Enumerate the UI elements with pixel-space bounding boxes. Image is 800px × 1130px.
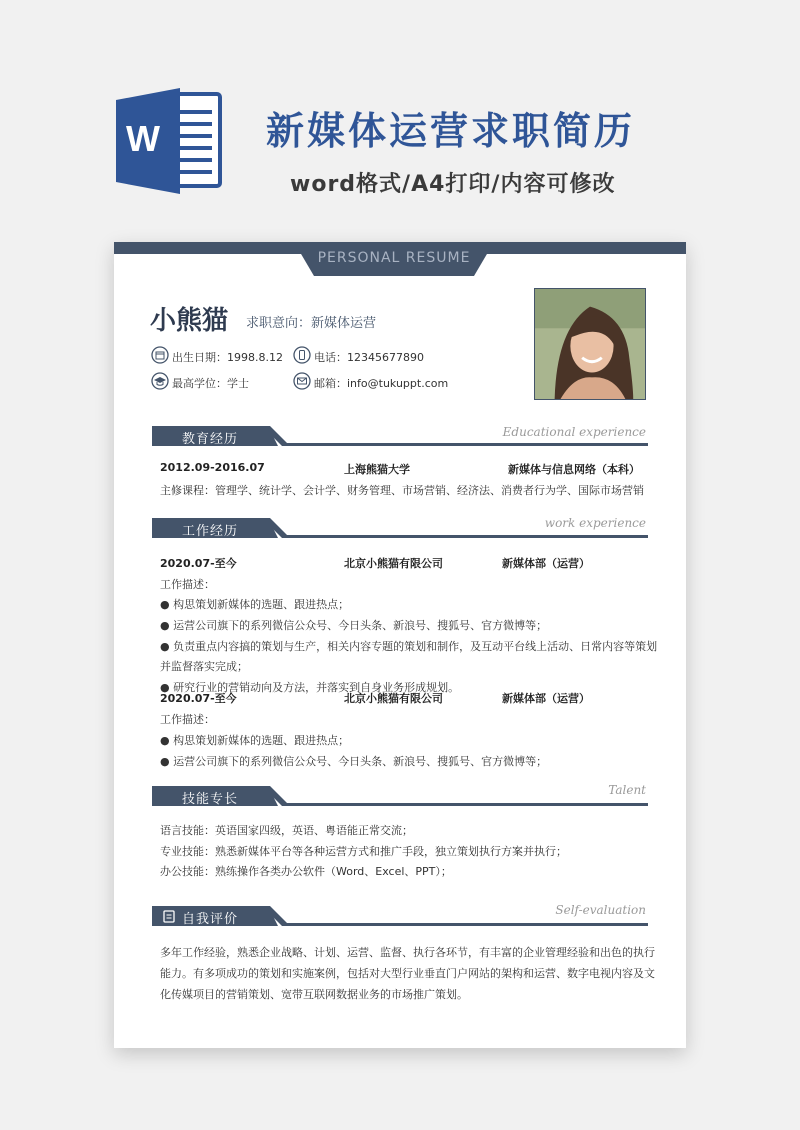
job1-bullet: ● 负责重点内容搞的策划与生产，相关内容专题的策划和制作，及互动平台线上活动、日常内容等策划 [160, 640, 658, 653]
skill-line: 语言技能：英语国家四级，英语、粤语能正常交流； [160, 824, 413, 837]
info-degree: 最高学位：学士 [172, 377, 249, 390]
work-title-en: work experience [544, 516, 646, 530]
email-icon [293, 372, 311, 390]
job2-date: 2020.07-至今 [160, 692, 237, 705]
job1-dept: 新媒体部（运营） [502, 557, 590, 570]
edu-major: 新媒体与信息网络（本科） [508, 463, 640, 476]
info-email: 邮箱：info@tukuppt.com [314, 377, 449, 390]
job2-company: 北京小熊猫有限公司 [344, 692, 443, 705]
word-icon-letter: W [126, 118, 160, 159]
calendar-icon [151, 346, 169, 364]
job1-company: 北京小熊猫有限公司 [344, 557, 443, 570]
graduation-cap-icon [151, 372, 169, 390]
education-title: 教育经历 [182, 432, 239, 447]
job2-bullet: ● 运营公司旗下的系列微信公众号、今日头条、新浪号、搜狐号、官方微博等； [160, 755, 548, 768]
self-line: 多年工作经验，熟悉企业战略、计划、运营、监督、执行各环节，有丰富的企业管理经验和出色的执行 [160, 946, 655, 959]
candidate-name: 小熊猫 [150, 306, 229, 336]
page-subtitle: word格式/A4打印/内容可修改 [290, 172, 616, 197]
phone-icon [293, 346, 311, 364]
page-title: 新媒体运营求职简历 [266, 109, 636, 153]
job2-dept: 新媒体部（运营） [502, 692, 590, 705]
skill-line: 专业技能：熟悉新媒体平台等各种运营方式和推广手段，独立策划执行方案并执行； [160, 845, 567, 858]
self-title: 自我评价 [182, 912, 239, 927]
edu-date: 2012.09-2016.07 [160, 461, 265, 474]
job1-bullet: ● 研究行业的营销动向及方法，并落实到自身业务形成规划。 [160, 681, 460, 694]
job1-desc-label: 工作描述： [160, 578, 215, 591]
skills-title-en: Talent [608, 783, 646, 797]
edu-courses: 主修课程：管理学、统计学、会计学、财务管理、市场营销、经济法、消费者行为学、国际市场营销 [160, 484, 644, 497]
self-line: 化传媒项目的营销策划、宽带互联网数据业务的市场推广策划。 [160, 988, 468, 1001]
job1-bullet: 并监督落实完成； [160, 660, 248, 673]
profile-photo [534, 288, 646, 400]
job2-bullet: ● 构思策划新媒体的选题、跟进热点； [160, 734, 350, 747]
info-birth: 出生日期：1998.8.12 [172, 351, 283, 364]
job-intent: 求职意向：新媒体运营 [246, 316, 377, 331]
self-title-en: Self-evaluation [555, 903, 646, 917]
work-title: 工作经历 [182, 524, 239, 539]
job1-bullet: ● 构思策划新媒体的选题、跟进热点； [160, 598, 350, 611]
clipboard-icon [162, 909, 176, 923]
education-title-en: Educational experience [502, 425, 646, 439]
self-line: 能力。有多项成功的策划和实施案例，包括对大型行业垂直门户网站的架构和运营、数字电视内容及文 [160, 967, 655, 980]
resume-paper [114, 242, 686, 1048]
skill-line: 办公技能：熟练操作各类办公软件（Word、Excel、PPT）； [160, 865, 452, 878]
job1-date: 2020.07-至今 [160, 557, 237, 570]
job1-bullet: ● 运营公司旗下的系列微信公众号、今日头条、新浪号、搜狐号、官方微博等； [160, 619, 548, 632]
info-phone: 电话：12345677890 [314, 351, 424, 364]
banner-text: PERSONAL RESUME [317, 250, 471, 266]
edu-school: 上海熊猫大学 [344, 463, 410, 476]
skills-title: 技能专长 [182, 792, 239, 807]
job2-desc-label: 工作描述： [160, 713, 215, 726]
